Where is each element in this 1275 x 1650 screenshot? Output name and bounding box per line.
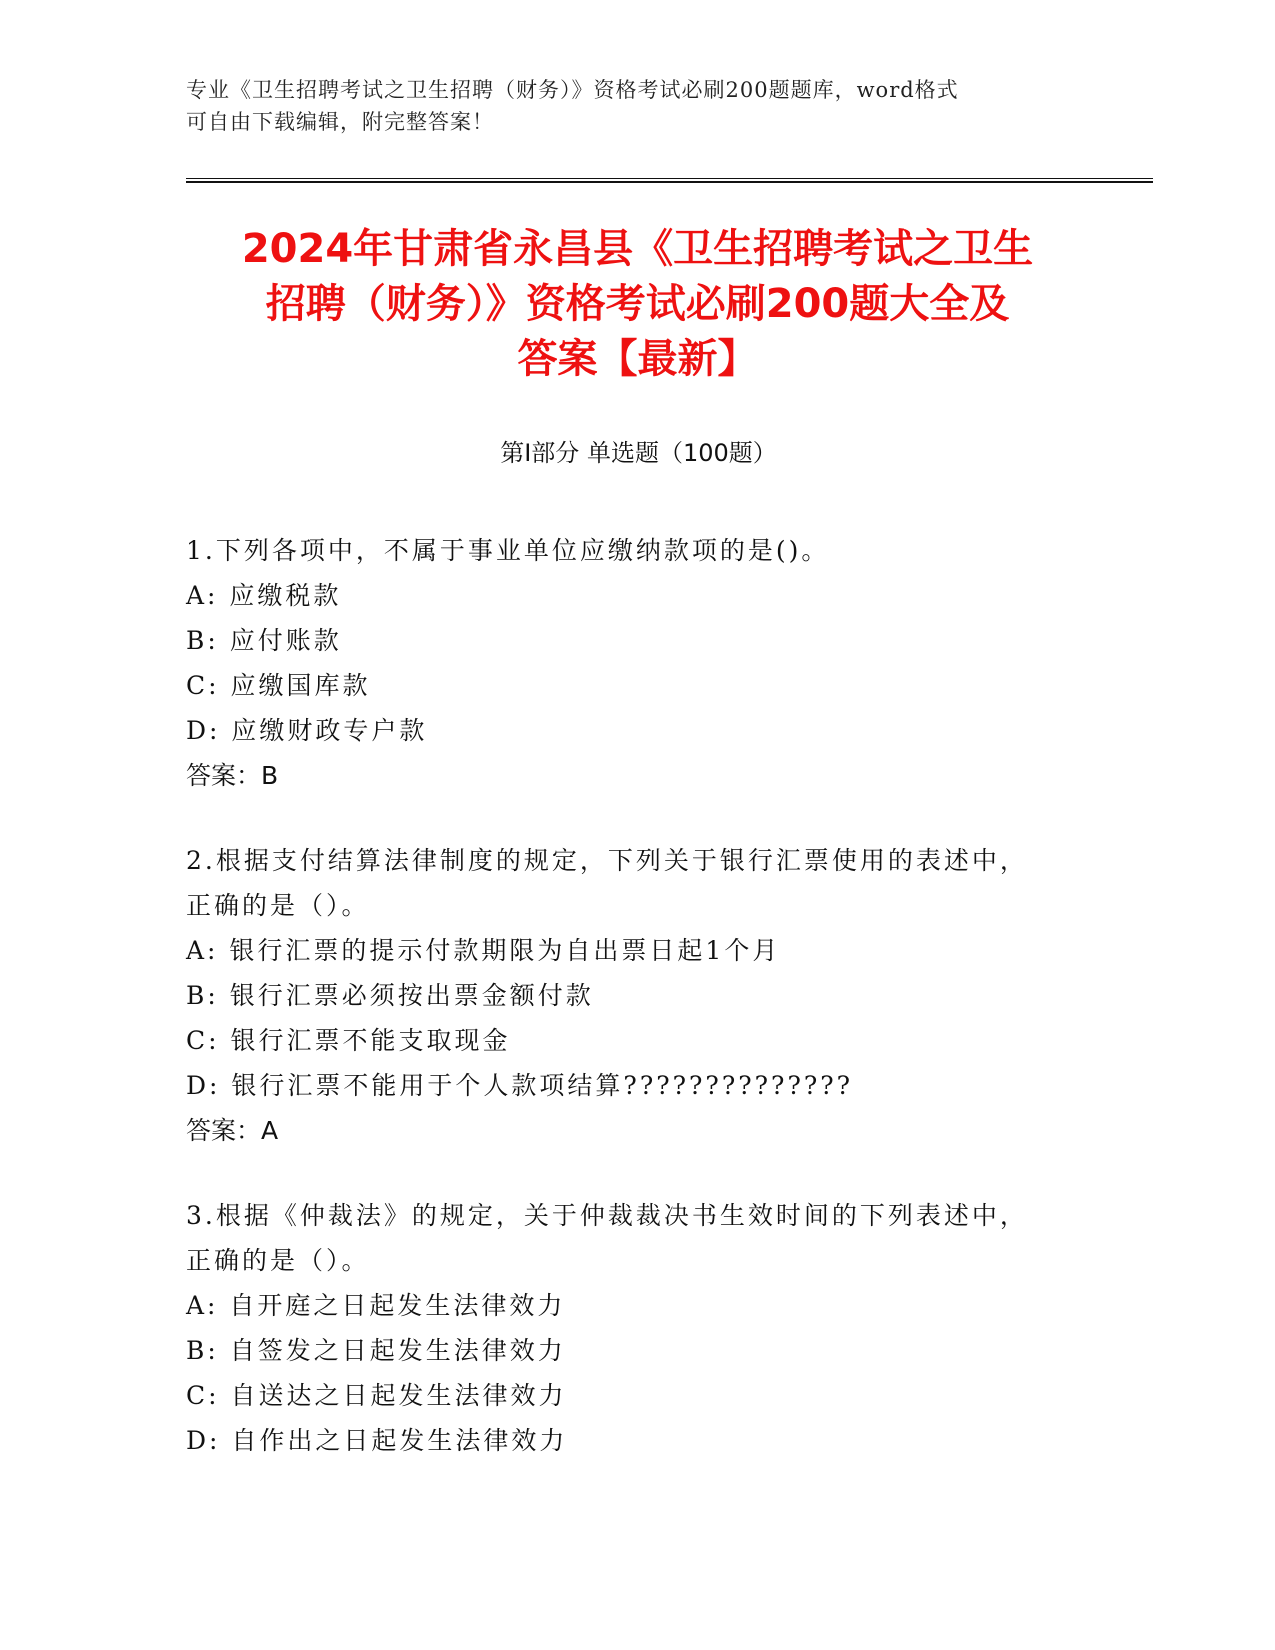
question-list: [186, 528, 1086, 1503]
answer-line: 答案：B: [186, 761, 279, 790]
question-item: [186, 1193, 1086, 1463]
header-note: [186, 74, 1086, 138]
option-d: D: 自作出之日起发生法律效力: [186, 1426, 568, 1455]
document-title-line-3: 答案【最新】: [517, 336, 758, 382]
header-note-line-1: 专业《卫生招聘考试之卫生招聘（财务）》资格考试必刷200题题库，word格式: [186, 78, 959, 102]
question-stem: 2.根据支付结算法律制度的规定，下列关于银行汇票使用的表述中，正确的是（）。: [186, 846, 1028, 920]
option-b: B: 应付账款: [186, 626, 342, 655]
option-b: B: 银行汇票必须按出票金额付款: [186, 981, 594, 1010]
answer-line: 答案：A: [186, 1116, 279, 1145]
section-heading: 第I部分 单选题（100题）: [500, 439, 777, 467]
option-c: C: 银行汇票不能支取现金: [186, 1026, 511, 1055]
option-d: D: 应缴财政专户款: [186, 716, 428, 745]
option-b: B: 自签发之日起发生法律效力: [186, 1336, 566, 1365]
document-title-line-1: 2024年甘肃省永昌县《卫生招聘考试之卫生: [241, 226, 1034, 272]
question-item: [186, 838, 1086, 1153]
option-c: C: 自送达之日起发生法律效力: [186, 1381, 567, 1410]
option-a: A: 自开庭之日起发生法律效力: [186, 1291, 566, 1320]
option-a: A: 应缴税款: [186, 581, 342, 610]
question-stem: 1.下列各项中，不属于事业单位应缴纳款项的是()。: [186, 536, 830, 565]
document-title: [160, 222, 1115, 387]
header-divider: [186, 178, 1153, 183]
question-item: [186, 528, 1086, 798]
question-stem: 3.根据《仲裁法》的规定，关于仲裁裁决书生效时间的下列表述中，正确的是（）。: [186, 1201, 1028, 1275]
option-d: D: 银行汇票不能用于个人款项结算??????????????: [186, 1071, 854, 1100]
document-title-line-2: 招聘（财务）》资格考试必刷200题大全及: [265, 281, 1010, 327]
header-note-line-2: 可自由下载编辑，附完整答案！: [186, 110, 494, 134]
option-a: A: 银行汇票的提示付款期限为自出票日起1个月: [186, 936, 781, 965]
option-c: C: 应缴国库款: [186, 671, 371, 700]
